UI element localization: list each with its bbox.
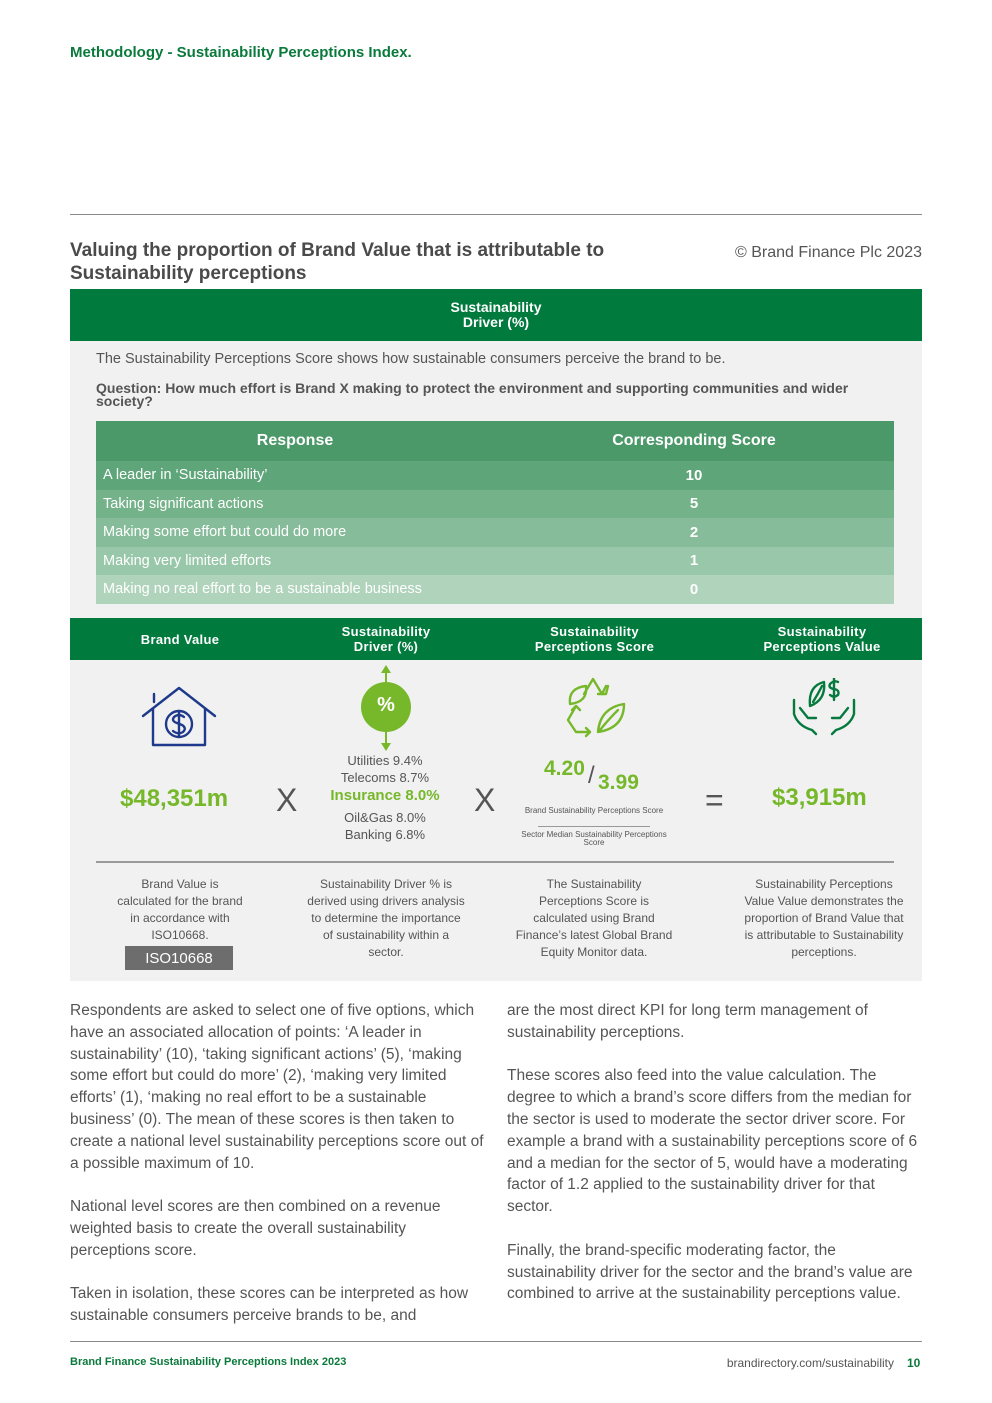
body-paragraph: Taken in isolation, these scores can be interpreted as how sustainable consumers perceive brands to be, and [70,1285,469,1325]
recycle-leaf-icon [562,674,628,738]
flow-header-score: Sustainability Perceptions Score [534,624,655,654]
column-header-score: Corresponding Score [494,421,894,461]
sector-oil-gas: Oil&Gas 8.0% [344,810,426,825]
response-cell: Making very limited efforts [103,552,272,569]
response-cell: Making no real effort to be a sustainable business [103,581,422,598]
score-cell: 10 [685,466,703,484]
score-cell: 5 [689,495,699,513]
intro-text: The Sustainability Perceptions Score shows how sustainable consumers perceive the brand to be. [96,351,726,367]
survey-question: Question: How much effort is Brand X making to protect the environment and supporting communities and wider society? [96,380,849,409]
column-header-response: Response [96,421,494,461]
score-cell: 2 [689,523,699,541]
driver-description: Sustainability Driver % is derived using drivers analysis to determine the importance of sustainability within a sector. [307,877,465,959]
table-row [96,547,894,576]
body-paragraph: Respondents are asked to select one of five options, which have an associated allocation of points: ‘A leader in sustainability’ (10), ‘taking significant actions’ (5), ‘making some effort but could do more’ (2), ‘making very limited efforts’ (1), ‘making no real effort to be a sustainable business’ (0). The mean of these scores is then taken to create a national level sustainability perceptions score out of a possible maximum of 10. [70,1002,484,1172]
footer-url-link[interactable]: brandirectory.com/sustainability [726,1356,894,1370]
response-cell: Taking significant actions [103,495,264,512]
footer-publication: Brand Finance Sustainability Perceptions Index 2023 [70,1356,347,1368]
driver-header-band [70,289,922,341]
running-header: Methodology - Sustainability Perceptions Index. [70,44,412,61]
driver-header-label: Sustainability Driver (%) [450,299,542,330]
sector-median-score: 3.99 [598,771,639,794]
score-slash: / [588,762,595,789]
flow-header-brand-value: Brand Value [140,631,220,647]
house-dollar-icon [140,684,218,748]
fraction-divider [538,826,650,827]
brand-value-description: Brand Value is calculated for the brand in accordance with ISO10668. [117,877,243,942]
table-row [96,518,894,547]
multiply-operator: X [276,782,298,818]
flow-header-value: Sustainability Perceptions Value [763,624,881,654]
response-cell: A leader in ‘Sustainability’ [103,467,268,484]
table-row [96,575,894,604]
hands-dollar-icon [790,678,858,736]
top-divider [70,214,922,215]
score-cell: 1 [689,552,699,570]
flow-header-driver: Sustainability Driver (%) [341,624,431,654]
body-paragraph: Finally, the brand-specific moderating factor, the sustainability driver for the sector and the brand’s value are combined to arrive at the sustainability perceptions value. [507,1241,913,1303]
body-column-right [507,1000,922,1327]
multiply-operator: X [474,782,496,818]
table-row [96,461,894,490]
bottom-divider [70,1341,922,1342]
result-value-figure: $3,915m [772,784,867,811]
brand-score: 4.20 [544,757,585,780]
sector-median-label: Sector Median Sustainability Perceptions Score [521,830,667,847]
section-title: Valuing the proportion of Brand Value that is attributable to Sustainability perceptions [70,240,605,284]
formula-divider [96,861,894,863]
body-column-left [70,1000,485,1349]
formula-header-band [70,618,922,660]
body-paragraph: are the most direct KPI for long term management of sustainability perceptions. [507,1002,868,1041]
body-paragraph: National level scores are then combined on a revenue weighted basis to create the overall sustainability perceptions score. [70,1198,441,1259]
percent-symbol: % [377,694,395,716]
brand-value-figure: $48,351m [120,785,229,812]
equals-operator: = [705,782,724,818]
body-paragraph: These scores also feed into the value calculation. The degree to which a brand’s score differs from the median for the sector is used to moderate the sector driver score. For example a brand with a sustainability perceptions score of 6 and a median for the sector of 5, would have a moderating factor of 1.2 applied to the sustainability driver for that sector. [507,1067,918,1216]
brand-score-label: Brand Sustainability Perceptions Score [524,806,664,815]
response-score-table [96,421,894,604]
sector-utilities: Utilities 9.4% [347,753,423,768]
value-description: Sustainability Perceptions Value Value demonstrates the proportion of Brand Value that is attributable to Sustainability perceptions. [744,877,904,959]
copyright-notice: © Brand Finance Plc 2023 [734,244,922,261]
page-number: 10 [907,1356,921,1370]
sector-telecoms: Telecoms 8.7% [340,770,430,785]
iso-badge: ISO10668 [125,946,233,970]
score-cell: 0 [689,580,699,598]
score-description: The Sustainability Perceptions Score is calculated using Brand Finance’s latest Global Brand Equity Monitor data. [515,877,673,959]
table-row [96,490,894,519]
sector-insurance-highlight: Insurance 8.0% [330,787,440,804]
response-cell: Making some effort but could do more [103,524,347,541]
sector-banking: Banking 6.8% [344,827,426,842]
